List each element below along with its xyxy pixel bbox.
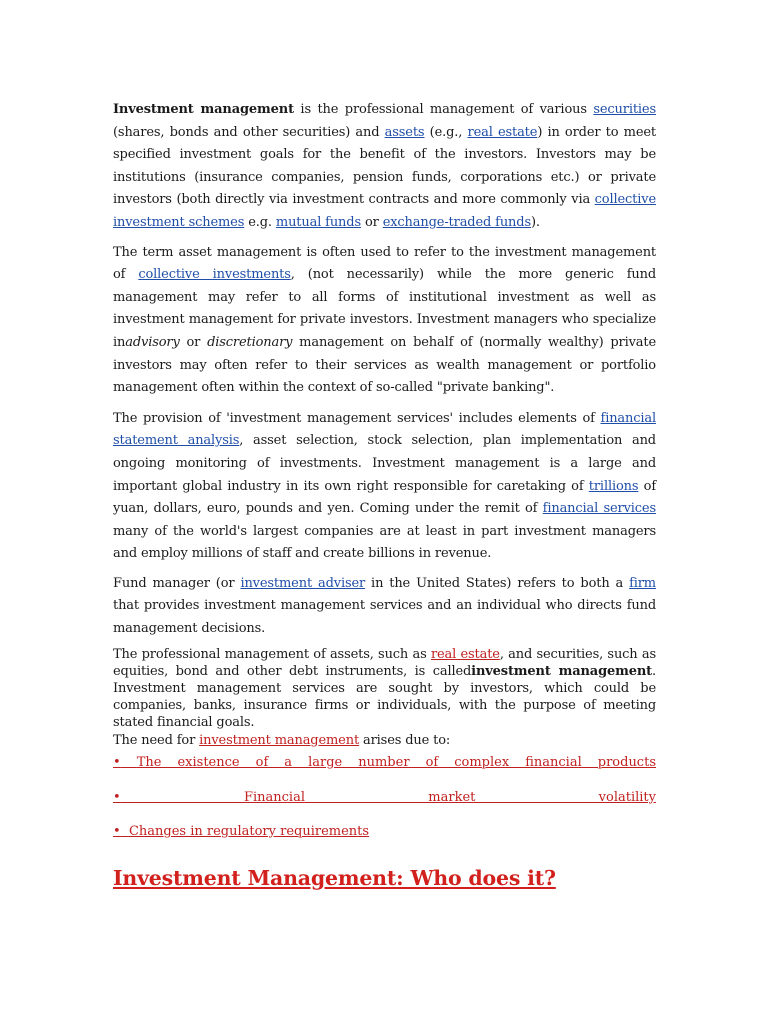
- paragraph-need-for-management: The need for investment management arises due to:: [113, 732, 451, 748]
- em-advisory: advisory: [125, 334, 180, 350]
- bullet-marker: •: [113, 823, 121, 839]
- list-item: • The existence of a large number of complex financial products: [113, 754, 656, 770]
- link-real-estate-2[interactable]: real estate: [430, 646, 500, 662]
- bullet-marker: •: [113, 789, 121, 805]
- link-firm[interactable]: firm: [629, 575, 656, 591]
- paragraph-services-provision: The provision of 'investment management services' includes elements of financial statement analysis, asset selection, stock selection, plan implementation and ongoing monitoring of investments. Investment management is a large and important global industry in its own right responsible for caretaking of trillions of yuan, dollars, euro, pounds and yen. Coming under the remit of financial services many of the world's largest companies are at least in part investment managers and employ millions of staff and create billions in revenue.: [113, 410, 657, 562]
- link-investment-adviser[interactable]: investment adviser: [240, 575, 366, 591]
- document-body: [113, 99, 656, 890]
- paragraph-investment-management-definition: Investment management is the professional management of various securities (shares, bonds and other securities) and assets (e.g., real estate) in order to meet specified investment goals for the benefit of the investors. Investors may be institutions (insurance companies, pension funds, corporations etc.) or private investors (both directly via investment contracts and more commonly via collective investment schemes e.g. mutual funds or exchange-traded funds).: [113, 102, 656, 230]
- link-trillions[interactable]: trillions: [588, 478, 639, 494]
- link-real-estate[interactable]: real estate: [467, 124, 538, 140]
- paragraph-professional-management: The professional management of assets, such as real estate, and securities, such as equities, bond and other debt instruments, is calledinvestment management. Investment management services are sought by investors, which could be companies, banks, insurance firms or individuals, with the purpose of meeting stated financial goals.: [113, 646, 656, 731]
- link-financial-services[interactable]: financial services: [542, 501, 656, 517]
- list-item: • Financial market volatility: [113, 789, 656, 805]
- bullet-list: [113, 754, 656, 841]
- link-securities[interactable]: securities: [593, 102, 656, 117]
- paragraph-asset-management: The term asset management is often used to refer to the investment management of collective investments, (not necessarily) while the more generic fund management may refer to all forms of institutional investment as well as investment management for private investors. Investment managers who specialize inadvisory or discretionary management on behalf of (normally wealthy) private investors may often refer to their services as wealth management or portfolio management often within the context of so-called "private banking".: [113, 244, 656, 396]
- link-mutual-funds[interactable]: mutual funds: [275, 214, 361, 230]
- link-financial-statement-analysis[interactable]: financial statement analysis: [113, 410, 656, 449]
- link-investment-management[interactable]: investment management: [199, 732, 360, 748]
- paragraph-fund-manager: Fund manager (or investment adviser in the United States) refers to both a firm that provides investment management services and an individual who directs fund management decisions.: [113, 575, 656, 637]
- section-heading: Investment Management: Who does it?: [113, 865, 556, 890]
- link-exchange-traded-funds[interactable]: exchange-traded funds: [382, 214, 531, 230]
- list-item: • Changes in regulatory requirements: [113, 823, 370, 839]
- term-investment-management-2: investment management: [471, 663, 653, 679]
- term-investment-management: Investment management: [113, 102, 294, 117]
- link-assets[interactable]: assets: [384, 124, 425, 140]
- bullet-marker: •: [113, 754, 121, 770]
- link-collective-investment-schemes[interactable]: collective investment schemes: [113, 192, 656, 230]
- link-collective-investments[interactable]: collective investments: [138, 267, 291, 283]
- em-discretionary: discretionary: [207, 334, 293, 350]
